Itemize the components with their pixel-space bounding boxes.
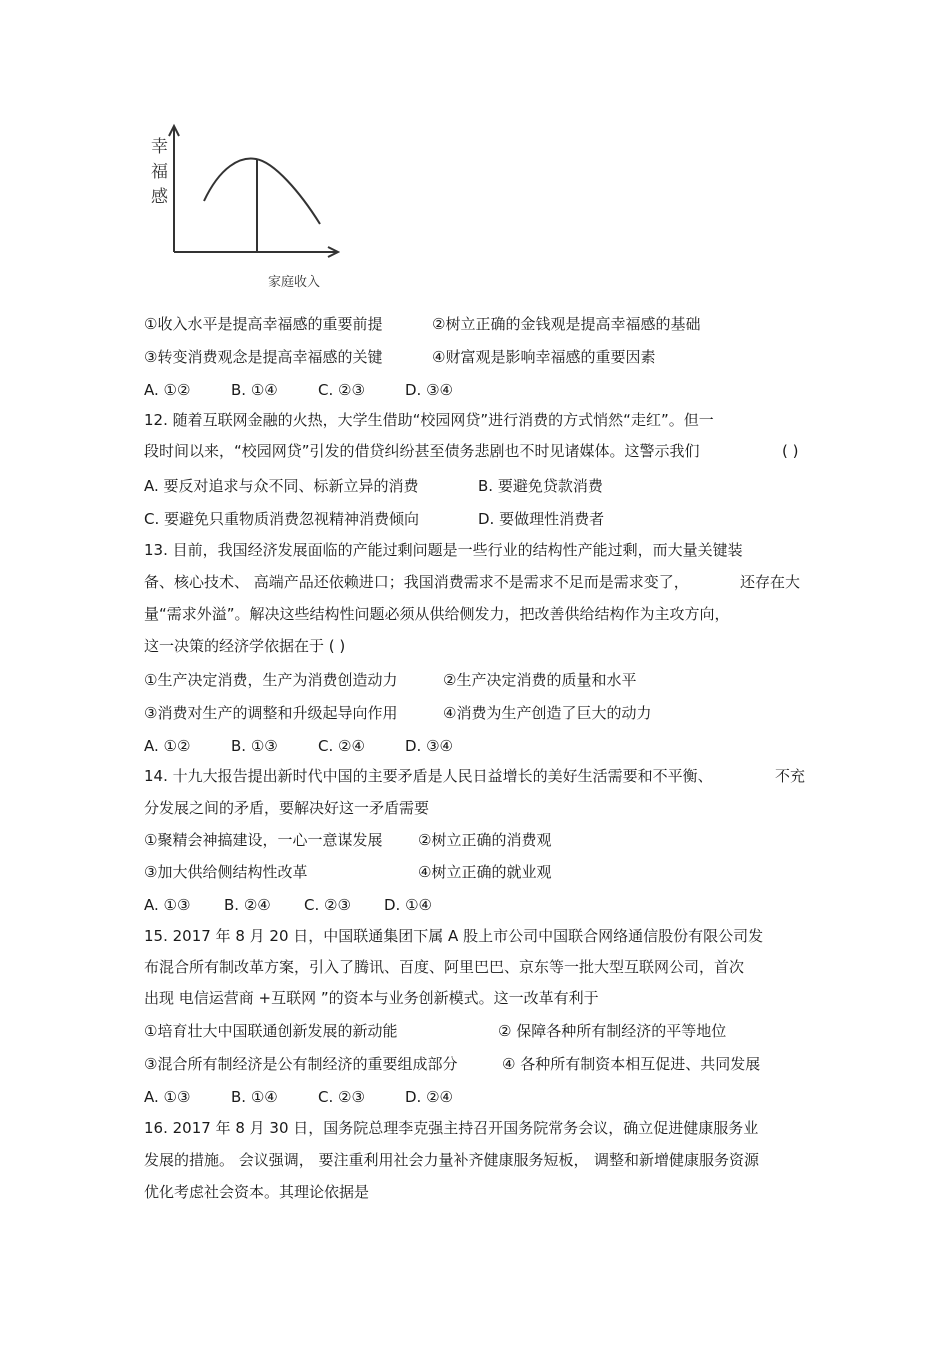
q12-option-d: D. 要做理性消费者 bbox=[478, 510, 605, 528]
q15-option-b: B. ①④ bbox=[231, 1088, 278, 1106]
q14-stem-line-1a: 14. 十九大报告提出新时代中国的主要矛盾是人民日益增长的美好生活需要和不平衡、 bbox=[144, 767, 713, 785]
q13-option-a: A. ①② bbox=[144, 737, 191, 755]
q15-item-1: ①培育壮大中国联通创新发展的新动能 bbox=[144, 1022, 398, 1040]
q15-item-2: ② 保障各种所有制经济的平等地位 bbox=[498, 1022, 727, 1040]
y-label-char-2: 福 bbox=[151, 162, 168, 182]
q14-option-d: D. ①④ bbox=[384, 896, 432, 914]
q12-option-c: C. 要避免只重物质消费忽视精神消费倾向 bbox=[144, 510, 420, 528]
q11-option-a: A. ①② bbox=[144, 381, 191, 399]
q12-answer-paren: ( ) bbox=[782, 442, 799, 460]
q11-item-4: ④财富观是影响幸福感的重要因素 bbox=[432, 348, 656, 366]
q14-item-4: ④树立正确的就业观 bbox=[418, 863, 552, 881]
q13-item-4: ④消费为生产创造了巨大的动力 bbox=[443, 704, 652, 722]
q14-item-1: ①聚精会神搞建设，一心一意谋发展 bbox=[144, 831, 383, 849]
q11-option-b: B. ①④ bbox=[231, 381, 278, 399]
q14-item-3: ③加大供给侧结构性改革 bbox=[144, 863, 308, 881]
y-label-char-3: 感 bbox=[151, 187, 168, 207]
q15-option-a: A. ①③ bbox=[144, 1088, 191, 1106]
happiness-curve bbox=[204, 159, 320, 224]
x-label: 家庭收入 bbox=[268, 275, 321, 290]
q14-stem-line-1b: 不充 bbox=[775, 767, 806, 785]
q14-stem-line-2: 分发展之间的矛盾，要解决好这一矛盾需要 bbox=[144, 799, 430, 817]
q15-stem-line-3: 出现 电信运营商 +互联网 ”的资本与业务创新模式。这一改革有利于 bbox=[144, 989, 599, 1007]
q13-item-1: ①生产决定消费，生产为消费创造动力 bbox=[144, 671, 398, 689]
q11-item-1: ①收入水平是提高幸福感的重要前提 bbox=[144, 315, 383, 333]
q12-stem-line-1: 12. 随着互联网金融的火热，大学生借助“校园网贷”进行消费的方式悄然“走红”。但一 bbox=[144, 411, 714, 429]
q14-option-b: B. ②④ bbox=[224, 896, 271, 914]
q14-option-c: C. ②③ bbox=[304, 896, 351, 914]
q15-item-3: ③混合所有制经济是公有制经济的重要组成部分 bbox=[144, 1055, 458, 1073]
q14-option-a: A. ①③ bbox=[144, 896, 191, 914]
q13-item-3: ③消费对生产的调整和升级起导向作用 bbox=[144, 704, 398, 722]
q12-option-b: B. 要避免贷款消费 bbox=[478, 477, 603, 495]
q15-item-4: ④ 各种所有制资本相互促进、共同发展 bbox=[502, 1055, 761, 1073]
q13-option-b: B. ①③ bbox=[231, 737, 278, 755]
q16-stem-line-2a: 发展的措施。 会议强调， 要注重利用社会力量补齐健康服务短板， bbox=[144, 1151, 589, 1169]
q13-option-d: D. ③④ bbox=[405, 737, 453, 755]
q16-stem-line-2b: 调整和新增健康服务资源 bbox=[594, 1151, 760, 1169]
happiness-income-graph bbox=[140, 112, 340, 302]
q11-item-2: ②树立正确的金钱观是提高幸福感的基础 bbox=[432, 315, 701, 333]
q13-item-2: ②生产决定消费的质量和水平 bbox=[443, 671, 637, 689]
q13-stem-line-4: 这一决策的经济学依据在于 ( ) bbox=[144, 637, 346, 655]
q13-stem-line-2b: 还存在大 bbox=[740, 573, 801, 591]
q12-option-a: A. 要反对追求与众不同、标新立异的消费 bbox=[144, 477, 419, 495]
q15-stem-line-2: 布混合所有制改革方案，引入了腾讯、百度、阿里巴巴、京东等一批大型互联网公司，首次 bbox=[144, 958, 745, 976]
q11-option-d: D. ③④ bbox=[405, 381, 453, 399]
q15-option-c: C. ②③ bbox=[318, 1088, 365, 1106]
q13-stem-line-1: 13. 目前，我国经济发展面临的产能过剩问题是一些行业的结构性产能过剩，而大量关键装 bbox=[144, 541, 743, 559]
q13-option-c: C. ②④ bbox=[318, 737, 365, 755]
q16-stem-line-3: 优化考虑社会资本。其理论依据是 bbox=[144, 1183, 370, 1201]
q15-option-d: D. ②④ bbox=[405, 1088, 453, 1106]
q16-stem-line-1: 16. 2017 年 8 月 30 日，国务院总理李克强主持召开国务院常务会议，确立促进健康服务业 bbox=[144, 1119, 759, 1137]
q15-stem-line-1: 15. 2017 年 8 月 20 日，中国联通集团下属 A 股上市公司中国联合网络通信股份有限公司发 bbox=[144, 927, 764, 945]
q11-option-c: C. ②③ bbox=[318, 381, 365, 399]
q11-item-3: ③转变消费观念是提高幸福感的关键 bbox=[144, 348, 383, 366]
q13-stem-line-2a: 备、核心技术、 高端产品还依赖进口；我国消费需求不是需求不足而是需求变了， bbox=[144, 573, 689, 591]
y-label-char-1: 幸 bbox=[151, 137, 168, 157]
q13-stem-line-3: 量“需求外溢”。解决这些结构性问题必须从供给侧发力，把改善供给结构作为主攻方向， bbox=[144, 605, 730, 623]
q14-item-2: ②树立正确的消费观 bbox=[418, 831, 552, 849]
q12-stem-line-2: 段时间以来，“校园网贷”引发的借贷纠纷甚至债务悲剧也不时见诸媒体。这警示我们 bbox=[144, 442, 700, 460]
